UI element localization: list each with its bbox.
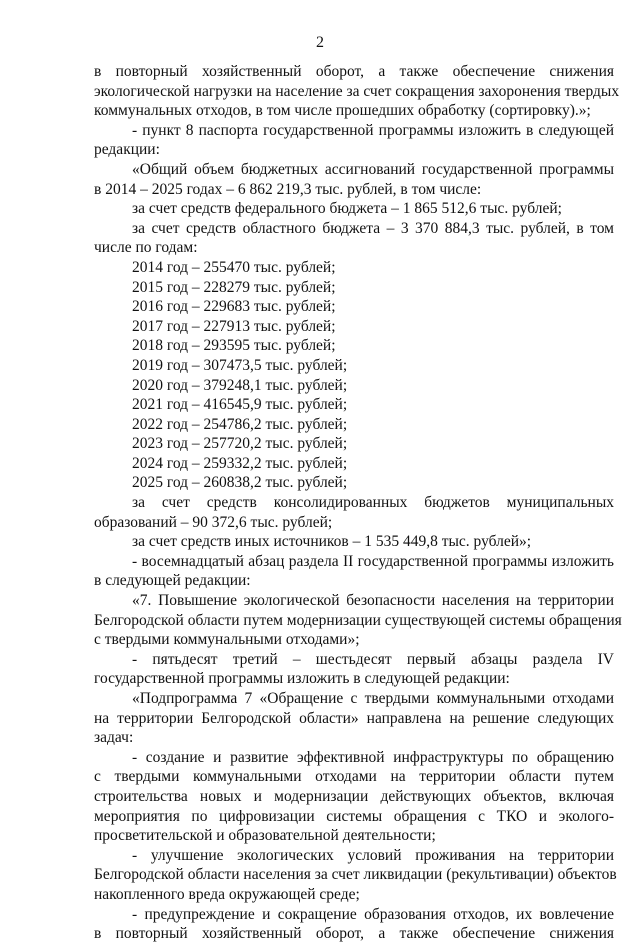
paragraph — [94, 552, 614, 591]
year-funding-item: 2023 год – 257720,2 тыс. рублей; — [132, 435, 348, 453]
text-line: просветительской и образовательной деятельности; — [94, 827, 436, 845]
page-number: 2 — [316, 34, 324, 51]
year-funding-item: 2016 год – 229683 тыс. рублей; — [132, 298, 336, 316]
text-line: накопленного вреда окружающей среде; — [94, 885, 360, 903]
paragraph — [94, 846, 617, 905]
year-funding-item: 2018 год – 293595 тыс. рублей; — [132, 337, 336, 355]
year-funding-item: 2021 год – 416545,9 тыс. рублей; — [132, 396, 348, 414]
text-line: с твердыми коммунальными отходами на территории области путем — [94, 768, 614, 786]
paragraph — [94, 591, 622, 650]
text-line: за счет средств консолидированных бюджетов муниципальных — [132, 494, 614, 512]
text-line: в повторный хозяйственный оборот, а также обеспечение снижения — [94, 63, 614, 80]
paragraph — [94, 532, 614, 552]
text-line: образований – 90 372,6 тыс. рублей; — [94, 513, 333, 531]
text-line: - восемнадцатый абзац раздела II государственной программы изложить — [132, 552, 614, 570]
paragraph — [94, 62, 620, 121]
year-funding-item: 2024 год – 259332,2 тыс. рублей; — [132, 454, 348, 472]
paragraph — [94, 493, 614, 532]
text-line: задач: — [94, 729, 134, 747]
paragraph — [94, 121, 614, 160]
document-body — [94, 62, 622, 944]
text-line: Белгородской области населения за счет ликвидации (рекультивации) объектов — [94, 866, 617, 884]
text-line: за счет средств областного бюджета – 3 370 884,3 тыс. рублей, в том — [132, 219, 614, 237]
text-line: мероприятия по цифровизации системы обращения с ТКО и эколого- — [94, 807, 614, 825]
paragraph — [94, 748, 614, 846]
paragraph — [94, 905, 614, 944]
text-line: государственной программы изложить в следующей редакции: — [94, 670, 510, 688]
text-line: - предупреждение и сокращение образования отходов, их вовлечение — [132, 905, 614, 923]
year-funding-item: 2017 год – 227913 тыс. рублей; — [132, 317, 336, 335]
text-line: на территории Белгородской области» направлена на решение следующих — [94, 709, 614, 727]
text-line: за счет средств иных источников – 1 535 449,8 тыс. рублей»; — [132, 533, 532, 551]
paragraph — [94, 160, 614, 199]
year-funding-item: 2014 год – 255470 тыс. рублей; — [132, 258, 336, 276]
text-line: числе по годам: — [94, 239, 198, 257]
text-line: с твердыми коммунальными отходами»; — [94, 631, 360, 649]
text-line: - пятьдесят третий – шестьдесят первый абзацы раздела IV — [132, 650, 614, 668]
paragraph — [94, 199, 614, 219]
text-line: в 2014 – 2025 годах – 6 862 219,3 тыс. рублей, в том числе: — [94, 180, 482, 198]
year-funding-item: 2022 год – 254786,2 тыс. рублей; — [132, 415, 348, 433]
text-line: редакции: — [94, 141, 160, 159]
text-line: Белгородской области путем модернизации существующей системы обращения — [94, 611, 622, 629]
text-line: в следующей редакции: — [94, 572, 251, 590]
text-line: - улучшение экологических условий проживания на территории — [132, 846, 614, 864]
paragraph — [94, 219, 614, 258]
year-funding-item: 2015 год – 228279 тыс. рублей; — [132, 278, 336, 296]
text-line: экологической нагрузки на население за счет сокращения захоронения твердых — [94, 82, 620, 100]
text-line: строительства новых и модернизации действующих объектов, включая — [94, 787, 614, 805]
text-line: за счет средств федерального бюджета – 1 865 512,6 тыс. рублей; — [132, 200, 562, 218]
year-funding-item: 2019 год – 307473,5 тыс. рублей; — [132, 356, 348, 374]
text-line: - пункт 8 паспорта государственной программы изложить в следующей — [132, 121, 614, 139]
text-line: - создание и развитие эффективной инфраструктуры по обращению — [132, 748, 614, 766]
paragraph — [94, 650, 614, 689]
year-funding-item: 2020 год – 379248,1 тыс. рублей; — [132, 376, 348, 394]
year-funding-item: 2025 год – 260838,2 тыс. рублей; — [132, 474, 348, 492]
year-funding-list — [94, 258, 614, 493]
text-line: «Подпрограмма 7 «Обращение с твердыми коммунальными отходами — [132, 690, 614, 707]
text-line: в повторный хозяйственный оборот, а также обеспечение снижения — [94, 925, 614, 943]
text-line: коммунальных отходов, в том числе прошедших обработку (сортировку).»; — [94, 102, 591, 120]
paragraph — [94, 689, 614, 748]
text-line: «Общий объем бюджетных ассигнований государственной программы — [132, 160, 614, 178]
text-line: «7. Повышение экологической безопасности населения на территории — [132, 592, 614, 610]
